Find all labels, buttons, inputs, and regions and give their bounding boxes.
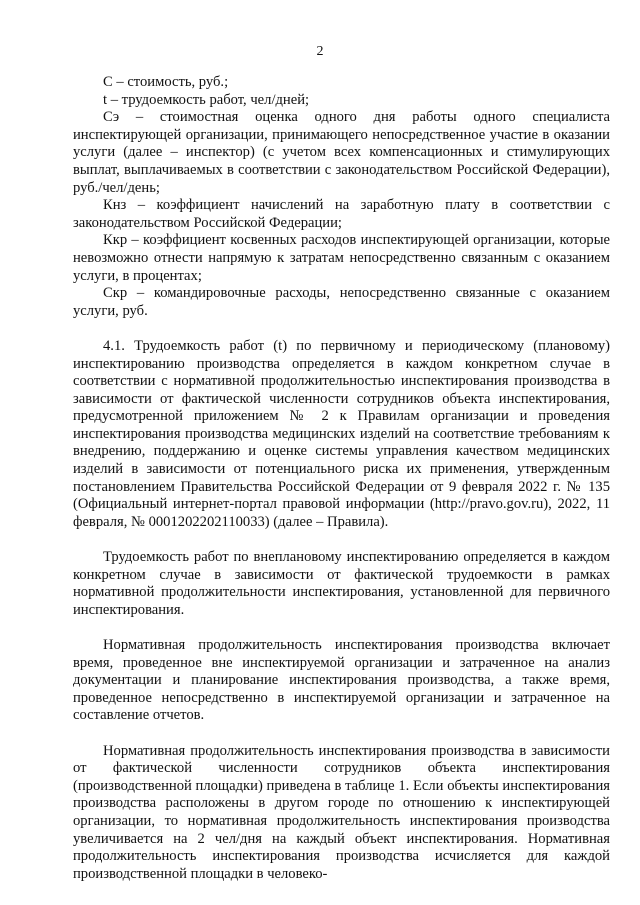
paragraph-kkr: Ккр – коэффициент косвенных расходов инспектирующей организации, которые невозможно отнести напрямую к затратам непосредственно связанным с оказанием услуги, в процентах; <box>73 232 610 284</box>
paragraph-normative-table: Нормативная продолжительность инспектирования производства в зависимости от фактической численности сотрудников объекта инспектирования (производственной площадки) приведена в таблице 1. Если объекты инспектирования производства расположены в другом городе по отношению к инспектирующей организации, то нормативная продолжительность инспектирования производства увеличивается на 2 чел/дня на каждый объект инспектирования. Нормативная продолжительность инспектирования производства исчисляется для каждой производственной площадки в человеко- <box>73 742 610 882</box>
document-body <box>73 74 610 883</box>
paragraph-cost: С – стоимость, руб.; <box>103 74 229 90</box>
paragraph-skr: Скр – командировочные расходы, непосредственно связанные с оказанием услуги, руб. <box>73 285 610 319</box>
paragraph-knz: Кнз – коэффициент начислений на заработную плату в соответствии с законодательством Российской Федерации; <box>73 197 610 231</box>
paragraph-labor: t – трудоемкость работ, чел/дней; <box>103 91 310 108</box>
paragraph-se: Сэ – стоимостная оценка одного дня работы одного специалиста инспектирующей организации, принимающего непосредственное участие в оказании услуги (далее – инспектор) (с учетом всех компенсационных и стимулирующих выплат, выплачиваемых в соответствии с законодательством Российской Федерации), руб./чел/день; <box>73 109 610 196</box>
paragraph-unplanned: Трудоемкость работ по внеплановому инспектированию определяется в каждом конкретном случае в зависимости от фактической трудоемкости в рамках нормативной продолжительности инспектирования, установленной для первичного инспектирования. <box>73 549 610 618</box>
page-number: 2 <box>316 44 324 59</box>
paragraph-normative-includes: Нормативная продолжительность инспектирования производства включает время, проведенное вне инспектируемой организации и затраченное на анализ документации и планирование инспектирования производства, а также время, проведенное непосредственно в инспектируемой организации и затраченное на составление отчетов. <box>73 637 610 724</box>
paragraph-4-1: 4.1. Трудоемкость работ (t) по первичному и периодическому (плановому) инспектированию производства определяется в каждом конкретном случае в соответствии с нормативной продолжительностью инспектирования производства в зависимости от фактической численности сотрудников объекта инспектирования, предусмотренной приложением № 2 к Правилам организации и проведения инспектирования производства медицинских изделий на соответствие требованиям к внедрению, поддержанию и оценке системы управления качеством медицинских изделий в зависимости от потенциального риска их применения, утвержденным постановлением Правительства Российской Федерации от 9 февраля 2022 г. № 135 (Официальный интернет-портал правовой информации (http://pravo.gov.ru), 2022, 11 февраля, № 0001202202110033) (далее – Правила). <box>73 337 610 530</box>
